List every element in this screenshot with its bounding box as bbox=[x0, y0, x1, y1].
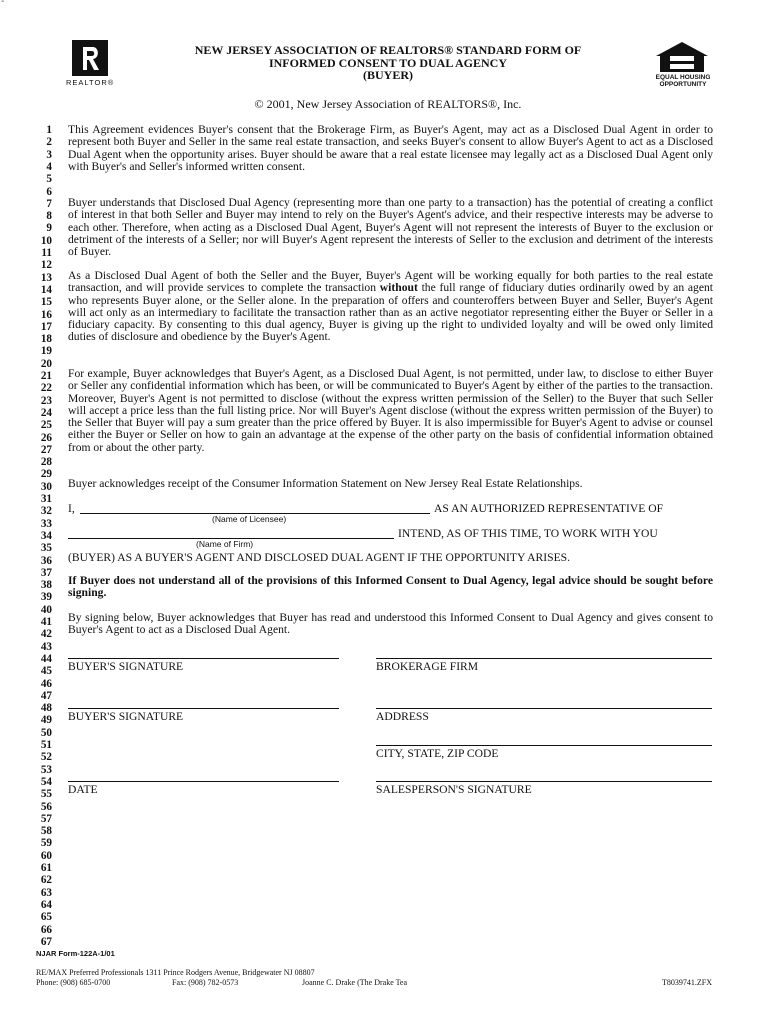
line-number: 48 bbox=[40, 702, 52, 715]
line-number: 60 bbox=[40, 849, 52, 862]
line-number: 45 bbox=[40, 665, 52, 678]
line-number: 34 bbox=[40, 529, 52, 542]
line-number: 24 bbox=[40, 406, 52, 419]
line-number: 56 bbox=[40, 800, 52, 813]
line-number: 4 bbox=[46, 160, 52, 173]
address-label: ADDRESS bbox=[376, 710, 429, 723]
line-number: 14 bbox=[40, 283, 52, 296]
line-number: 26 bbox=[40, 431, 52, 444]
realtor-r-icon bbox=[72, 40, 108, 76]
footer-office: RE/MAX Preferred Professionals 1311 Prince Rodgers Avenue, Bridgewater NJ 08807 bbox=[36, 968, 315, 977]
line-number: 53 bbox=[40, 763, 52, 776]
line-number: 27 bbox=[40, 443, 52, 456]
line-number: 58 bbox=[40, 825, 52, 838]
line-number: 12 bbox=[40, 259, 52, 272]
line-number: 7 bbox=[46, 197, 52, 210]
intend-text: INTEND, AS OF THIS TIME, TO WORK WITH YOU bbox=[398, 527, 658, 540]
footer-file-code: T8039741.ZFX bbox=[662, 978, 712, 987]
line-number: 23 bbox=[40, 394, 52, 407]
line-number: 29 bbox=[40, 468, 52, 481]
footer-fax: Fax: (908) 782-0573 bbox=[172, 978, 239, 987]
line-number: 31 bbox=[40, 493, 52, 505]
salesperson-signature-line[interactable] bbox=[376, 781, 712, 782]
line-number: 3 bbox=[46, 148, 52, 161]
line-number: 37 bbox=[40, 566, 52, 579]
line-number: 22 bbox=[40, 382, 52, 395]
p3-before: As a Disclosed Dual Agent of both the Seller and the Buyer, Buyer's Agent will be working equally for both parties to the real estate transaction, and will provide services to complete the transaction bbox=[68, 269, 713, 295]
line-number: 19 bbox=[40, 345, 52, 358]
line-number: 6 bbox=[46, 185, 52, 198]
city-state-zip-label: CITY, STATE, ZIP CODE bbox=[376, 747, 499, 760]
line-number: 15 bbox=[40, 296, 52, 309]
paragraph-acknowledge-cis: Buyer acknowledges receipt of the Consumer Information Statement on New Jersey Real Estate Relationships. bbox=[68, 477, 583, 490]
line-number: 67 bbox=[40, 935, 52, 948]
city-state-zip-line[interactable] bbox=[376, 745, 712, 746]
line-number: 9 bbox=[46, 222, 52, 235]
equal-housing-house-icon bbox=[650, 40, 714, 74]
line-number: 18 bbox=[40, 333, 52, 346]
line-number: 33 bbox=[40, 517, 52, 530]
line-number: 38 bbox=[40, 579, 52, 592]
corner-mark: - bbox=[1, 0, 5, 7]
paragraph-signing: By signing below, Buyer acknowledges that Buyer has read and understood this Informed Consent to Dual Agency and gives consent to Buyer's Agent to act as a Disclosed Dual Agent. bbox=[68, 611, 713, 637]
line-number: 57 bbox=[40, 812, 52, 825]
line-number: 20 bbox=[40, 357, 52, 370]
line-number: 8 bbox=[46, 210, 52, 223]
legal-advice-notice: If Buyer does not understand all of the provisions of this Informed Consent to Dual Agency, legal advice should be sought before signing. bbox=[68, 574, 713, 600]
line-number: 59 bbox=[40, 837, 52, 850]
line-number: 51 bbox=[40, 739, 52, 751]
realtor-logo bbox=[66, 40, 124, 90]
paragraph-consent: This Agreement evidences Buyer's consent that the Brokerage Firm, as Buyer's Agent, may act as a Disclosed Dual Agent in order to represent both Buyer and Seller in the same real estate transaction, and seeks Buyer's consent to allow Buyer's Agent to act as a Disclosed Dual Agent when the opportunity arises. Buyer should be aware that a real estate licensee may legally act as a Disclosed Dual Agent only with Buyer's and Seller's informed written consent. bbox=[68, 123, 713, 173]
line-number: 50 bbox=[40, 726, 52, 739]
buyer-agent-line: (BUYER) AS A BUYER'S AGENT AND DISCLOSED DUAL AGENT IF THE OPPORTUNITY ARISES. bbox=[68, 551, 571, 564]
title-line-3: (BUYER) bbox=[363, 68, 413, 82]
line-number: 54 bbox=[40, 775, 52, 788]
footer-agent: Joanne C. Drake (The Drake Tea bbox=[302, 978, 408, 987]
date-line[interactable] bbox=[68, 781, 339, 782]
buyer-signature-line-1[interactable] bbox=[68, 658, 339, 659]
title-line-1: NEW JERSEY ASSOCIATION OF REALTORS® STANDARD FORM OF bbox=[194, 43, 582, 57]
i-prefix: I, bbox=[68, 502, 75, 515]
line-number: 39 bbox=[40, 591, 52, 604]
line-number: 32 bbox=[40, 505, 52, 518]
line-number: 11 bbox=[41, 247, 52, 259]
line-number: 65 bbox=[40, 911, 52, 924]
line-number: 28 bbox=[40, 456, 52, 469]
line-number: 55 bbox=[40, 788, 52, 801]
line-number: 47 bbox=[40, 689, 52, 702]
line-number: 43 bbox=[40, 640, 52, 653]
paragraph-dual-agent-duties bbox=[68, 270, 713, 344]
line-number: 52 bbox=[40, 751, 52, 764]
line-number: 35 bbox=[40, 542, 52, 555]
name-of-licensee-label: (Name of Licensee) bbox=[212, 514, 287, 524]
equal-housing-line1: EQUAL HOUSING bbox=[655, 74, 711, 81]
line-number: 42 bbox=[40, 628, 52, 641]
line-number: 41 bbox=[40, 616, 52, 628]
equal-housing-caption bbox=[652, 74, 714, 88]
paragraph-conflict: Buyer understands that Disclosed Dual Agency (representing more than one party to a transaction) has the potential of creating a conflict of interest in that both Seller and Buyer may intend to rely on the Buyer's Agent's advice, and their respective interests may be adverse to each other. Therefore, when acting as a Disclosed Dual Agent, Buyer's Agent will not represent the interests of Buyer to the exclusion or detriment of the interests of a Seller; nor will Buyer's Agent represent the interests of Seller to the exclusion and detriment of the interests of Buyer. bbox=[68, 196, 713, 259]
form-id: NJAR Form-122A-1/01 bbox=[36, 949, 115, 958]
line-number: 25 bbox=[40, 419, 52, 432]
p3-after: the full range of fiduciary duties ordinarily owed by an agent who represents Buyer alone, or the Seller alone. In the preparation of offers and counteroffers between Buyer and Seller, Buyer's Agent will act only as an intermediary to facilitate the transaction rather than as an active negotiator representing either the Buyer or Seller in a fiduciary capacity. By consenting to this dual agency, Buyer is giving up the right to undivided loyalty and will be owed only limited duties of disclosure and obedience by the Buyer's Agent. bbox=[68, 281, 713, 344]
address-line[interactable] bbox=[376, 708, 712, 709]
line-number: 62 bbox=[40, 874, 52, 887]
line-number: 30 bbox=[40, 480, 52, 493]
line-number: 63 bbox=[40, 886, 52, 899]
authorized-rep-text: AS AN AUTHORIZED REPRESENTATIVE OF bbox=[434, 502, 664, 515]
line-number: 66 bbox=[40, 923, 52, 936]
line-number: 5 bbox=[46, 173, 52, 186]
name-of-firm-label: (Name of Firm) bbox=[196, 539, 254, 549]
line-number: 36 bbox=[40, 554, 52, 567]
line-number: 2 bbox=[46, 136, 52, 149]
line-number: 46 bbox=[40, 677, 52, 690]
line-number: 17 bbox=[40, 320, 52, 333]
line-number: 21 bbox=[40, 370, 52, 382]
line-number: 49 bbox=[40, 714, 52, 727]
line-number: 1 bbox=[46, 124, 52, 136]
line-number: 61 bbox=[40, 862, 52, 874]
brokerage-firm-label: BROKERAGE FIRM bbox=[376, 660, 479, 673]
line-number: 64 bbox=[40, 898, 52, 911]
date-label: DATE bbox=[68, 783, 98, 796]
equal-housing-line2: OPPORTUNITY bbox=[659, 81, 707, 88]
line-number: 13 bbox=[40, 271, 52, 284]
brokerage-firm-line[interactable] bbox=[376, 658, 712, 659]
buyer-signature-label-2: BUYER'S SIGNATURE bbox=[68, 710, 184, 723]
title-line-2: INFORMED CONSENT TO DUAL AGENCY bbox=[268, 56, 508, 70]
equal-housing-logo bbox=[650, 40, 714, 92]
line-number: 16 bbox=[40, 308, 52, 321]
buyer-signature-line-2[interactable] bbox=[68, 708, 339, 709]
p3-bold: without bbox=[379, 281, 418, 295]
paragraph-example: For example, Buyer acknowledges that Buyer's Agent, as a Disclosed Dual Agent, is not permitted, under law, to disclose to either Buyer or Seller any confidential information which has been, or will be communicated to Buyer's Agent by either of the parties to the transaction. Moreover, Buyer's Agent is not permitted to disclose (without the express written permission of the Seller) to the Buyer that such Seller will accept a price less than the full listing price. Nor will Buyer's Agent disclose (without the express written permission of the Buyer) to the Seller that Buyer will pay a sum greater than the price offered by Buyer. It is also impermissible for Buyer's Agent to advise or counsel either the Buyer or Seller on how to gain an advantage at the expense of the other party on the basis of confidential information obtained from or about the other party. bbox=[68, 367, 713, 454]
buyer-signature-label-1: BUYER'S SIGNATURE bbox=[68, 660, 184, 673]
line-number: 44 bbox=[40, 652, 52, 665]
line-number: 40 bbox=[40, 603, 52, 616]
footer-phone: Phone: (908) 685-0700 bbox=[36, 978, 111, 987]
salesperson-signature-label: SALESPERSON'S SIGNATURE bbox=[376, 783, 532, 796]
line-number: 10 bbox=[40, 234, 52, 247]
realtor-caption: REALTOR® bbox=[66, 78, 115, 87]
copyright: © 2001, New Jersey Association of REALTORS®, Inc. bbox=[254, 97, 522, 111]
